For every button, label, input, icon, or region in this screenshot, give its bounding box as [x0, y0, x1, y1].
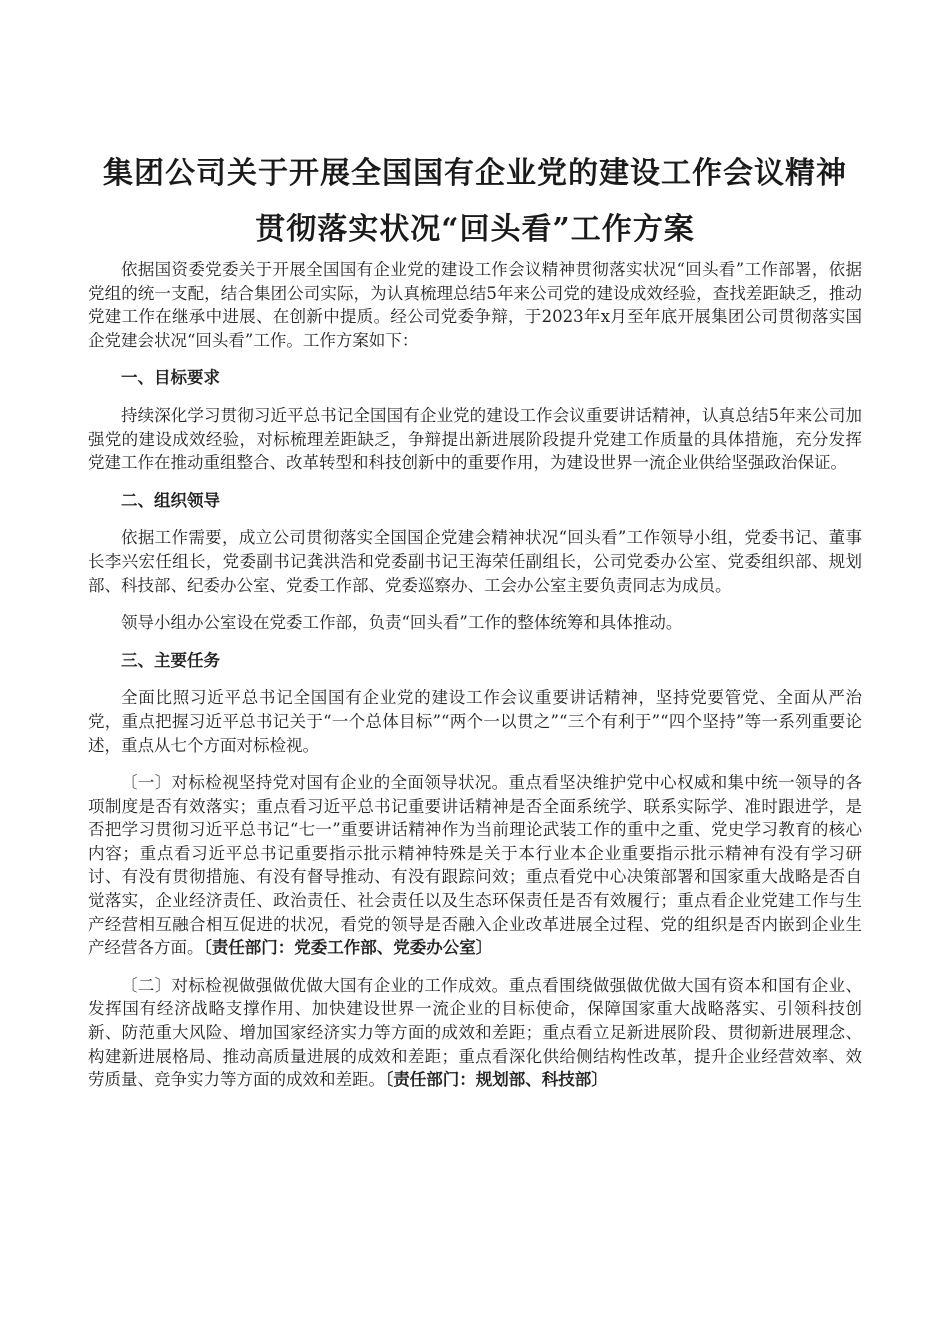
- organization-paragraph: 依据工作需要，成立公司贯彻落实全国国企党建会精神状况“回头看”工作领导小组，党委书记、董事长李兴宏任组长，党委副书记龚洪浩和党委副书记王海荣任副组长，公司党委办公室、党委组织部、规划部、科技部、纪委办公室、党委工作部、党委巡察办、工会办公室主要负责同志为成员。: [88, 528, 862, 595]
- office-paragraph: 领导小组办公室设在党委工作部，负责“回头看”工作的整体统筹和具体推动。: [121, 613, 683, 633]
- task-item-1-responsible: 〔责任部门：党委工作部、党委办公室〕: [203, 938, 493, 958]
- task-item-2-responsible: 〔责任部门：规划部、科技部〕: [385, 1070, 608, 1090]
- task-item-1-text: 〔一〕对标检视坚持党对国有企业的全面领导状况。重点看坚决维护党中心权威和集中统一领导的各项制度是否有效落实；重点看习近平总书记重要讲话精神是否全面系统学、联系实际学、准时跟进学，是否把学习贯彻习近平总书记“七一”重要讲话精神作为当前理论武装工作的重中之重、党史学习教育的核心内容；重点看习近平总书记重要指示批示精神特殊是关于本行业本企业重要指示批示精神有没有学习研讨、有没有贯彻措施、有没有督导推动、有没有跟踪问效；重点看党中心决策部署和国家重大战略是否自觉落实，企业经济责任、政治责任、社会责任以及生态环保责任是否有效履行；重点看企业党建工作与生产经营相互融合相互促进的状况，看党的领导是否融入企业改革进展全过程、党的组织是否内嵌到企业生产经营各方面。: [88, 773, 862, 958]
- task-item-1: [88, 771, 862, 960]
- section-heading-tasks: 三、主要任务: [121, 650, 220, 670]
- tasks-paragraph: 全面比照习近平总书记全国国有企业党的建设工作会议重要讲话精神，坚持党要管党、全面从严治党，重点把握习近平总书记关于“一个总体目标”“两个一以贯之”“三个有利于”“四个坚持”等一系列重要论述，重点从七个方面对标检视。: [88, 688, 862, 755]
- task-item-2-text: 〔二〕对标检视做强做优做大国有企业的工作成效。重点看围绕做强做优做大国有资本和国有企业、发挥国有经济战略支撑作用、加快建设世界一流企业的目标使命，保障国家重大战略落实、引领科技创新、防范重大风险、增加国家经济实力等方面的成效和差距；重点看立足新进展阶段、贯彻新进展理念、构建新进展格局、推动高质量进展的成效和差距；重点看深化供给侧结构性改革，提升企业经营效率、效劳质量、竞争实力等方面的成效和差距。: [88, 975, 862, 1090]
- document-title: 集团公司关于开展全国国有企业党的建设工作会议精神贯彻落实状况“回头看”工作方案: [103, 156, 847, 247]
- task-item-2: [88, 974, 862, 1092]
- section-heading-goals: 一、目标要求: [121, 368, 220, 388]
- goals-paragraph: 持续深化学习贯彻习近平总书记全国国有企业党的建设工作会议重要讲话精神，认真总结5年来公司加强党的建设成效经验，对标梳理差距缺乏，争辩提出新进展阶段提升党建工作质量的具体措施，充分发挥党建工作在推动重组整合、改革转型和科技创新中的重要作用，为建设世界一流企业供给坚强政治保证。: [88, 405, 862, 473]
- document-body: [88, 258, 862, 1092]
- intro-paragraph: 依据国资委党委关于开展全国国有企业党的建设工作会议精神贯彻落实状况“回头看”工作部署，依据党组的统一支配，结合集团公司实际，为认真梳理总结5年来公司党的建设成效经验，查找差距缺乏，推动党建工作在继承中进展、在创新中提质。经公司党委争辩，于2023年x月至年底开展集团公司贯彻落实国企党建会状况“回头看”工作。工作方案如下：: [88, 260, 862, 350]
- section-heading-organization: 二、组织领导: [121, 490, 220, 510]
